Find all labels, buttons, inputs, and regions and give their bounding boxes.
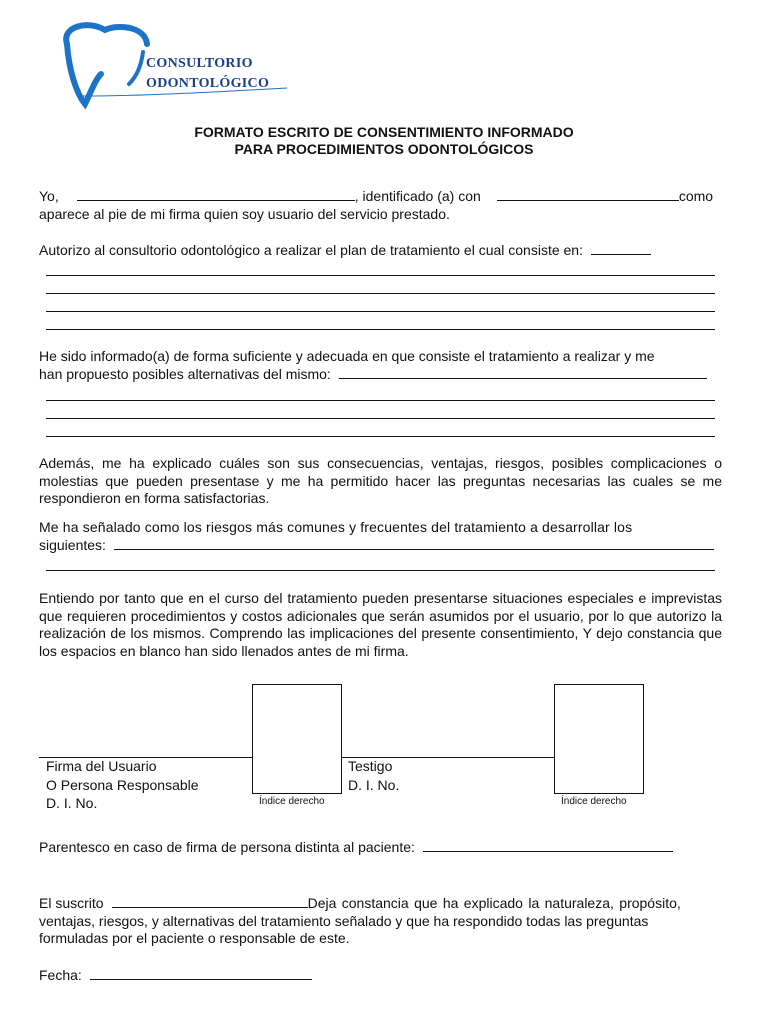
risks-line-1[interactable] xyxy=(46,570,715,571)
risks-field[interactable] xyxy=(114,537,714,550)
user-sign-line3: D. I. No. xyxy=(46,795,98,811)
alternatives-field[interactable] xyxy=(339,366,707,379)
understanding-paragraph: Entiendo por tanto que en el curso del tratamiento pueden presentarse situaciones especiales e imprevistas que requieren procedimientos y costos adicionales que serán asumidos por el usuario, por lo que autorizo la realización de los mismos. Comprendo las implicaciones del presente consentimiento, Y dejo constancia que los espacios en blanco han sido llenados antes de mi firma. xyxy=(39,590,722,659)
para1-line2: aparece al pie de mi firma quien soy usuario del servicio prestado. xyxy=(39,205,450,222)
treatment-line-1[interactable] xyxy=(46,275,715,276)
date-row xyxy=(39,967,722,985)
para3-line2: han propuesto posibles alternativas del mismo: xyxy=(39,365,331,382)
user-fingerprint-box[interactable] xyxy=(252,684,342,794)
suscrito-prefix: El suscrito xyxy=(39,895,104,911)
para5-line1: Me ha señalado como los riesgos más comunes y frecuentes del tratamiento a desarrollar los xyxy=(39,519,633,535)
suscrito-text: Deja constancia que ha explicado la naturaleza, propósito, xyxy=(307,895,681,911)
witness-fingerprint-box[interactable] xyxy=(554,684,644,794)
treatment-line-2[interactable] xyxy=(46,293,715,294)
professional-paragraph xyxy=(39,895,722,948)
para5-line2: siguientes: xyxy=(39,536,106,553)
consequences-paragraph: Además, me ha explicado cuáles son sus consecuencias, ventajas, riesgos, posibles complicaciones o molestias que pueden presentase y me ha permitido hacer las preguntas necesarias las cuales se me respondieron en forma satisfactorias. xyxy=(39,455,722,506)
suscrito-line3: formuladas por el paciente o responsable de este. xyxy=(39,930,350,946)
witness-line2: D. I. No. xyxy=(348,776,400,793)
suscrito-line2: ventajas, riesgos, y alternativas del tratamiento señalado y que ha respondido todas las preguntas xyxy=(39,912,649,929)
witness-signature-label xyxy=(348,757,399,794)
user-signature-label xyxy=(46,757,199,813)
alternatives-paragraph xyxy=(39,348,722,383)
name-field[interactable] xyxy=(77,188,355,201)
title-line1: FORMATO ESCRITO DE CONSENTIMIENTO INFORMADO xyxy=(194,124,574,140)
treatment-plan-text: Autorizo al consultorio odontológico a realizar el plan de tratamiento el cual consiste en: xyxy=(39,242,583,258)
witness-line1: Testigo xyxy=(348,758,393,774)
alternatives-line-3[interactable] xyxy=(46,436,715,437)
date-field[interactable] xyxy=(90,967,312,980)
como-label: como xyxy=(678,188,714,204)
para3-line1: He sido informado(a) de forma suficiente y adecuada en que consiste el tratamiento a realizar y me xyxy=(39,348,655,364)
treatment-plan-field[interactable] xyxy=(591,242,651,255)
kinship-label: Parentesco en caso de firma de persona distinta al paciente: xyxy=(39,839,415,855)
logo-text-line1: CONSULTORIO xyxy=(146,56,253,71)
user-sign-line2: O Persona Responsable xyxy=(46,776,199,793)
witness-thumb-label: Índice derecho xyxy=(561,796,627,807)
id-document-field[interactable] xyxy=(497,188,679,201)
identificado-label: , identificado (a) con xyxy=(354,188,481,204)
title-line2: PARA PROCEDIMIENTOS ODONTOLÓGICOS xyxy=(234,141,534,157)
date-label: Fecha: xyxy=(39,967,82,983)
professional-name-field[interactable] xyxy=(112,895,308,908)
alternatives-line-2[interactable] xyxy=(46,418,715,419)
clinic-logo xyxy=(55,22,295,112)
treatment-line-3[interactable] xyxy=(46,311,715,312)
risks-paragraph xyxy=(39,519,722,554)
identification-paragraph xyxy=(39,188,722,223)
page-title xyxy=(0,124,768,158)
user-thumb-label: Índice derecho xyxy=(259,796,325,807)
yo-label: Yo, xyxy=(39,188,59,204)
logo-text-line2: ODONTOLÓGICO xyxy=(146,76,270,91)
alternatives-line-1[interactable] xyxy=(46,400,715,401)
user-sign-line1: Firma del Usuario xyxy=(46,758,157,774)
treatment-line-4[interactable] xyxy=(46,329,715,330)
kinship-field[interactable] xyxy=(423,839,673,852)
treatment-plan-paragraph xyxy=(39,242,722,260)
kinship-row xyxy=(39,839,722,857)
